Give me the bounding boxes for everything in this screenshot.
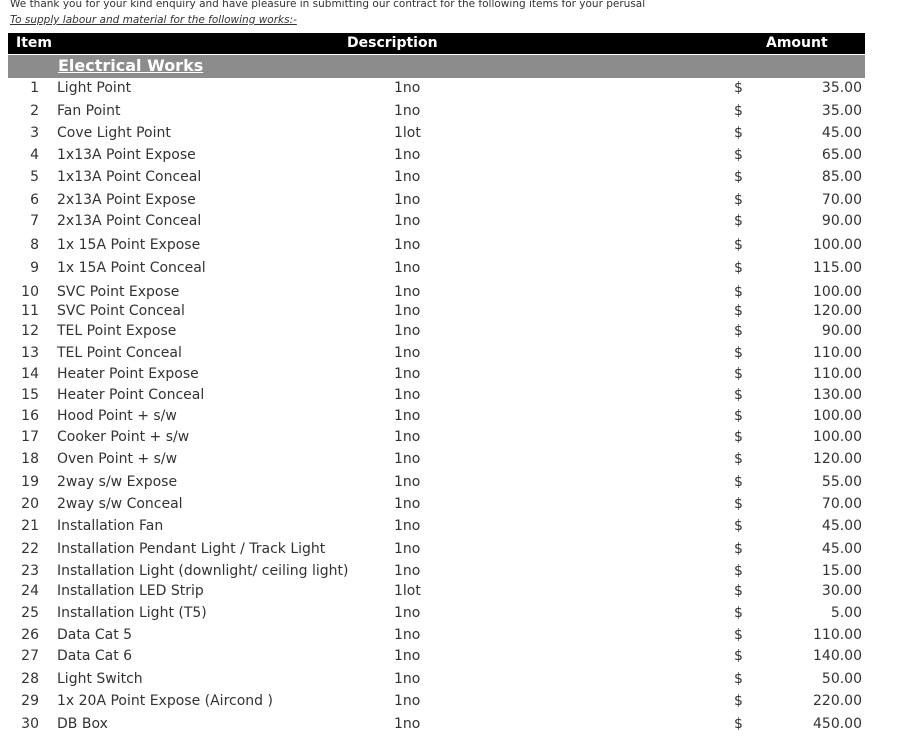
- table-row: [0, 147, 901, 167]
- currency-symbol: $: [734, 103, 743, 119]
- item-amount: 100.00: [813, 284, 862, 300]
- item-amount: 130.00: [813, 387, 862, 403]
- item-description: Installation LED Strip: [57, 583, 204, 599]
- item-quantity: 1no: [394, 323, 421, 339]
- item-amount: 110.00: [813, 627, 862, 643]
- item-quantity: 1no: [394, 387, 421, 403]
- item-amount: 220.00: [813, 693, 862, 709]
- item-description: Hood Point + s/w: [57, 408, 177, 424]
- item-quantity: 1no: [394, 345, 421, 361]
- item-amount: 90.00: [821, 323, 862, 339]
- item-description: 2x13A Point Expose: [57, 192, 196, 208]
- item-amount: 70.00: [821, 192, 862, 208]
- item-quantity: 1no: [394, 284, 421, 300]
- item-amount: 15.00: [821, 563, 862, 579]
- item-quantity: 1no: [394, 648, 421, 664]
- scope-text: To supply labour and material for the following works:-: [10, 14, 297, 26]
- item-number: 28: [21, 671, 39, 687]
- item-amount: 50.00: [821, 671, 862, 687]
- table-row: [0, 192, 901, 212]
- currency-symbol: $: [734, 192, 743, 208]
- table-row: [0, 671, 901, 691]
- item-quantity: 1no: [394, 451, 421, 467]
- item-quantity: 1no: [394, 693, 421, 709]
- item-number: 4: [30, 147, 39, 163]
- item-amount: 35.00: [821, 80, 862, 96]
- currency-symbol: $: [734, 147, 743, 163]
- table-row: [0, 496, 901, 516]
- currency-symbol: $: [734, 284, 743, 300]
- item-amount: 110.00: [813, 345, 862, 361]
- item-amount: 90.00: [821, 213, 862, 229]
- item-description: Cove Light Point: [57, 125, 171, 141]
- item-number: 5: [30, 169, 39, 185]
- table-row: [0, 284, 901, 304]
- item-number: 25: [21, 605, 39, 621]
- item-number: 24: [21, 583, 39, 599]
- currency-symbol: $: [734, 563, 743, 579]
- table-row: [0, 260, 901, 280]
- item-quantity: 1no: [394, 103, 421, 119]
- item-amount: 120.00: [813, 303, 862, 319]
- item-description: Installation Pendant Light / Track Light: [57, 541, 326, 557]
- item-description: TEL Point Expose: [57, 323, 177, 339]
- item-quantity: 1lot: [394, 583, 421, 599]
- item-description: 2x13A Point Conceal: [57, 213, 202, 229]
- section-title: Electrical Works: [58, 56, 204, 75]
- table-row: [0, 583, 901, 603]
- item-quantity: 1no: [394, 716, 421, 732]
- item-quantity: 1lot: [394, 125, 421, 141]
- currency-symbol: $: [734, 648, 743, 664]
- item-number: 3: [30, 125, 39, 141]
- currency-symbol: $: [734, 671, 743, 687]
- item-number: 26: [21, 627, 39, 643]
- item-quantity: 1no: [394, 627, 421, 643]
- table-row: [0, 323, 901, 343]
- item-description: 1x 20A Point Expose (Aircond ): [57, 693, 273, 709]
- item-quantity: 1no: [394, 192, 421, 208]
- currency-symbol: $: [734, 693, 743, 709]
- item-amount: 45.00: [821, 518, 862, 534]
- item-number: 30: [21, 716, 39, 732]
- header-description: Description: [347, 35, 438, 51]
- table-row: [0, 648, 901, 668]
- item-quantity: 1no: [394, 169, 421, 185]
- currency-symbol: $: [734, 429, 743, 445]
- item-number: 8: [30, 237, 39, 253]
- table-row: [0, 518, 901, 538]
- table-row: [0, 345, 901, 365]
- item-description: Oven Point + s/w: [57, 451, 178, 467]
- item-quantity: 1no: [394, 213, 421, 229]
- item-amount: 65.00: [821, 147, 862, 163]
- table-row: [0, 474, 901, 494]
- currency-symbol: $: [734, 80, 743, 96]
- item-description: Fan Point: [57, 103, 121, 119]
- header-amount: Amount: [766, 35, 828, 51]
- item-quantity: 1no: [394, 366, 421, 382]
- item-quantity: 1no: [394, 429, 421, 445]
- item-amount: 100.00: [813, 237, 862, 253]
- section-header: [8, 55, 865, 78]
- item-description: DB Box: [57, 716, 108, 732]
- item-amount: 45.00: [821, 125, 862, 141]
- item-description: 2way s/w Conceal: [57, 496, 183, 512]
- table-header: [8, 33, 865, 54]
- item-amount: 55.00: [821, 474, 862, 490]
- currency-symbol: $: [734, 237, 743, 253]
- item-number: 1: [30, 80, 39, 96]
- currency-symbol: $: [734, 496, 743, 512]
- item-number: 27: [21, 648, 39, 664]
- item-number: 21: [21, 518, 39, 534]
- item-amount: 45.00: [821, 541, 862, 557]
- currency-symbol: $: [734, 541, 743, 557]
- table-row: [0, 103, 901, 123]
- table-row: [0, 563, 901, 583]
- table-row: [0, 80, 901, 100]
- item-quantity: 1no: [394, 80, 421, 96]
- intro-text: We thank you for your kind enquiry and have pleasure in submitting our contract for the following items for your perusal: [10, 0, 646, 10]
- currency-symbol: $: [734, 260, 743, 276]
- item-description: Light Point: [57, 80, 132, 96]
- table-row: [0, 237, 901, 257]
- item-description: Data Cat 6: [57, 648, 133, 664]
- item-description: Cooker Point + s/w: [57, 429, 190, 445]
- item-description: Heater Point Conceal: [57, 387, 205, 403]
- currency-symbol: $: [734, 451, 743, 467]
- item-amount: 115.00: [813, 260, 862, 276]
- item-description: Installation Light (downlight/ ceiling light): [57, 563, 349, 579]
- table-row: [0, 429, 901, 449]
- currency-symbol: $: [734, 387, 743, 403]
- item-number: 9: [30, 260, 39, 276]
- item-amount: 100.00: [813, 408, 862, 424]
- table-row: [0, 451, 901, 471]
- table-row: [0, 387, 901, 407]
- item-description: Light Switch: [57, 671, 143, 687]
- currency-symbol: $: [734, 583, 743, 599]
- table-row: [0, 541, 901, 561]
- item-number: 14: [21, 366, 39, 382]
- item-quantity: 1no: [394, 496, 421, 512]
- currency-symbol: $: [734, 125, 743, 141]
- item-quantity: 1no: [394, 605, 421, 621]
- item-description: Heater Point Expose: [57, 366, 199, 382]
- item-quantity: 1no: [394, 474, 421, 490]
- item-quantity: 1no: [394, 563, 421, 579]
- table-row: [0, 303, 901, 323]
- item-quantity: 1no: [394, 260, 421, 276]
- item-amount: 70.00: [821, 496, 862, 512]
- item-description: SVC Point Expose: [57, 284, 180, 300]
- item-description: 2way s/w Expose: [57, 474, 178, 490]
- item-quantity: 1no: [394, 541, 421, 557]
- item-number: 15: [21, 387, 39, 403]
- table-row: [0, 366, 901, 386]
- item-description: 1x13A Point Expose: [57, 147, 196, 163]
- item-quantity: 1no: [394, 147, 421, 163]
- item-number: 19: [21, 474, 39, 490]
- table-row: [0, 605, 901, 625]
- item-amount: 85.00: [821, 169, 862, 185]
- currency-symbol: $: [734, 323, 743, 339]
- item-number: 10: [21, 284, 39, 300]
- item-number: 22: [21, 541, 39, 557]
- item-quantity: 1no: [394, 237, 421, 253]
- item-amount: 450.00: [813, 716, 862, 732]
- item-description: TEL Point Conceal: [57, 345, 182, 361]
- item-number: 6: [30, 192, 39, 208]
- currency-symbol: $: [734, 303, 743, 319]
- table-row: [0, 169, 901, 189]
- currency-symbol: $: [734, 366, 743, 382]
- table-row: [0, 693, 901, 713]
- item-number: 2: [30, 103, 39, 119]
- header-item: Item: [16, 35, 52, 51]
- currency-symbol: $: [734, 345, 743, 361]
- table-row: [0, 716, 901, 736]
- item-amount: 35.00: [821, 103, 862, 119]
- item-description: Data Cat 5: [57, 627, 133, 643]
- item-description: SVC Point Conceal: [57, 303, 185, 319]
- item-description: 1x 15A Point Conceal: [57, 260, 206, 276]
- item-number: 11: [21, 303, 39, 319]
- item-amount: 120.00: [813, 451, 862, 467]
- table-row: [0, 627, 901, 647]
- table-row: [0, 408, 901, 428]
- item-description: 1x 15A Point Expose: [57, 237, 201, 253]
- item-number: 29: [21, 693, 39, 709]
- item-number: 7: [30, 213, 39, 229]
- currency-symbol: $: [734, 605, 743, 621]
- item-number: 16: [21, 408, 39, 424]
- item-amount: 30.00: [821, 583, 862, 599]
- item-number: 20: [21, 496, 39, 512]
- currency-symbol: $: [734, 518, 743, 534]
- item-number: 12: [21, 323, 39, 339]
- item-number: 23: [21, 563, 39, 579]
- currency-symbol: $: [734, 213, 743, 229]
- currency-symbol: $: [734, 474, 743, 490]
- item-description: Installation Light (T5): [57, 605, 207, 621]
- item-quantity: 1no: [394, 303, 421, 319]
- item-amount: 5.00: [830, 605, 862, 621]
- item-number: 18: [21, 451, 39, 467]
- table-row: [0, 125, 901, 145]
- item-number: 13: [21, 345, 39, 361]
- item-number: 17: [21, 429, 39, 445]
- item-quantity: 1no: [394, 518, 421, 534]
- item-amount: 110.00: [813, 366, 862, 382]
- item-quantity: 1no: [394, 671, 421, 687]
- currency-symbol: $: [734, 169, 743, 185]
- currency-symbol: $: [734, 716, 743, 732]
- item-amount: 100.00: [813, 429, 862, 445]
- item-description: 1x13A Point Conceal: [57, 169, 202, 185]
- table-row: [0, 213, 901, 233]
- item-amount: 140.00: [813, 648, 862, 664]
- currency-symbol: $: [734, 408, 743, 424]
- item-quantity: 1no: [394, 408, 421, 424]
- item-description: Installation Fan: [57, 518, 164, 534]
- currency-symbol: $: [734, 627, 743, 643]
